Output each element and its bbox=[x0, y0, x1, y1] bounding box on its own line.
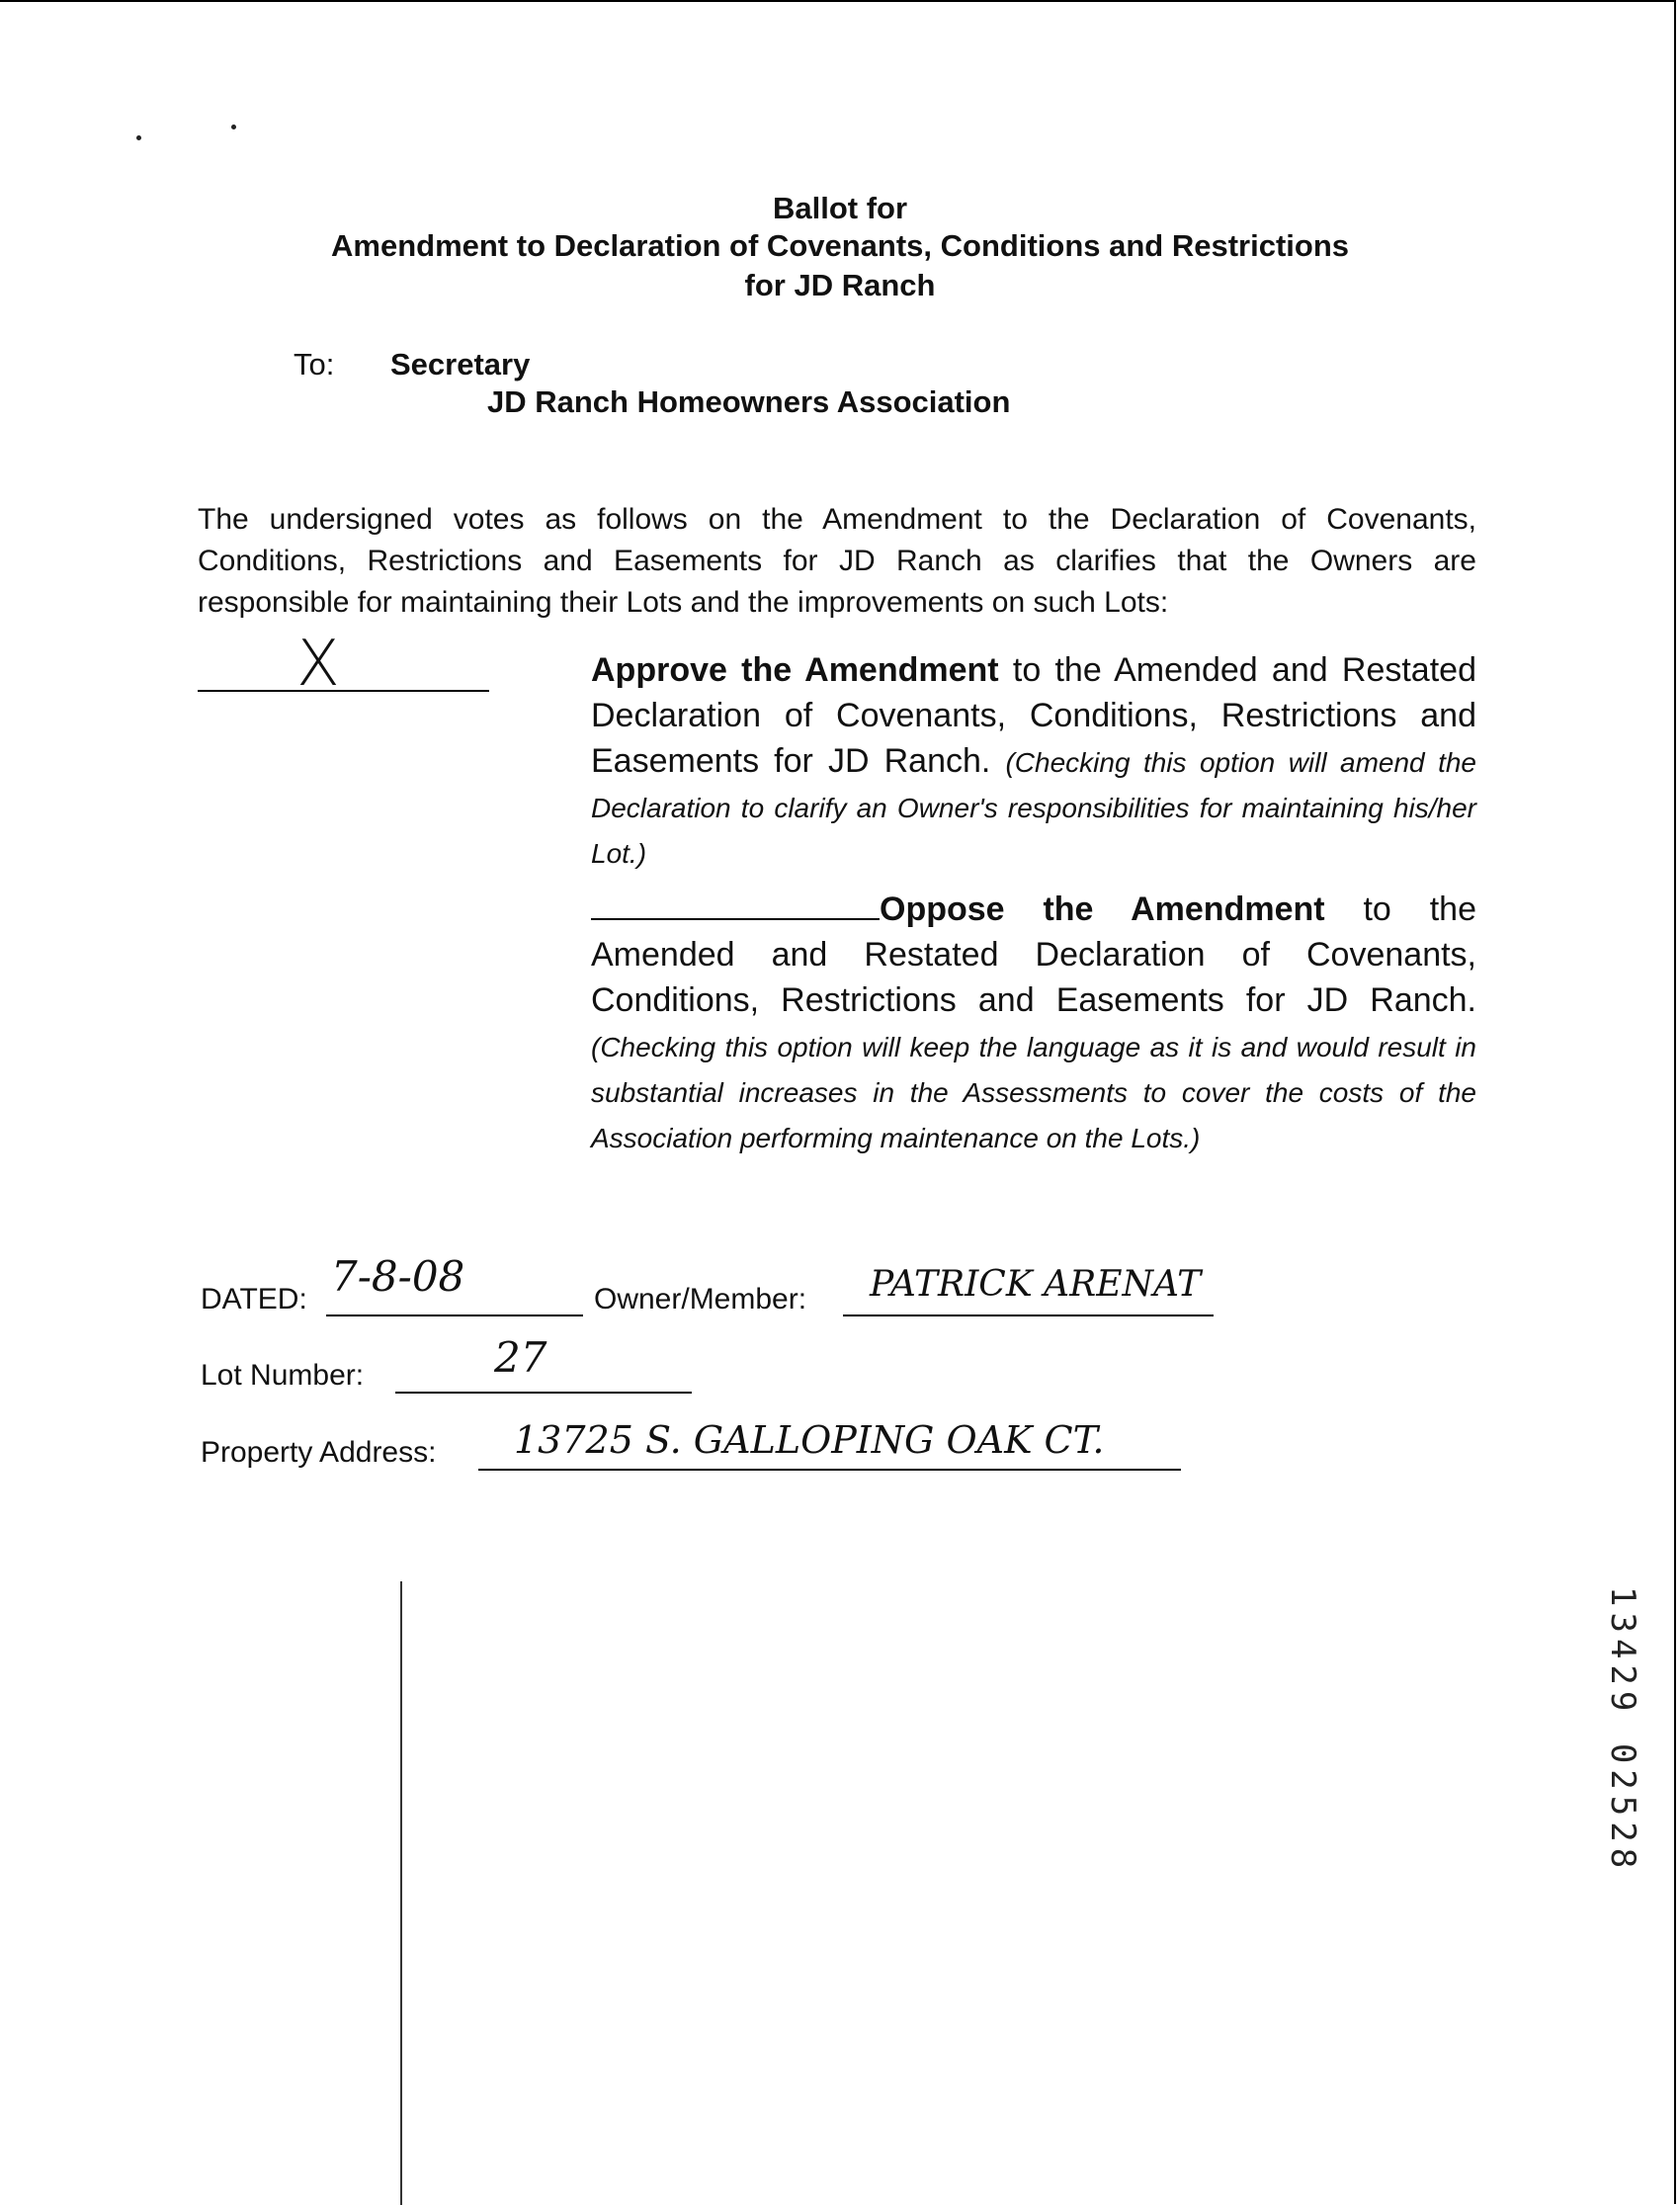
lot-number-label: Lot Number: bbox=[201, 1359, 365, 1392]
recipient-title: Secretary bbox=[390, 347, 531, 382]
owner-line[interactable] bbox=[843, 1315, 1214, 1316]
approve-note: (Checking this option will amend the Declaration to clarify an Owner's responsibilities for maintaining his/her Lot.) bbox=[591, 747, 1476, 869]
property-address-label: Property Address: bbox=[201, 1436, 437, 1469]
lot-number-value: 27 bbox=[494, 1333, 547, 1382]
owner-signature: PATRICK ARENAT bbox=[870, 1264, 1202, 1305]
dated-label: DATED: bbox=[201, 1283, 307, 1315]
margin-rule bbox=[400, 1581, 402, 2205]
to-label: To: bbox=[294, 347, 335, 382]
owner-label: Owner/Member: bbox=[594, 1283, 807, 1315]
dated-line[interactable] bbox=[326, 1315, 583, 1316]
approve-option bbox=[591, 647, 1476, 875]
oppose-heading: Oppose the Amendment bbox=[880, 890, 1325, 928]
recipient-organization: JD Ranch Homeowners Association bbox=[487, 384, 1011, 419]
scan-speck bbox=[231, 125, 236, 129]
dated-value: 7-8-08 bbox=[331, 1252, 465, 1301]
oppose-note: (Checking this option will keep the language as it is and would result in substantial increases in the Assessments to cover the costs of the Association performing maintenance on the Lots.) bbox=[591, 1032, 1476, 1153]
oppose-text: to the Amended and Restated Declaration of Covenants, Conditions, Restrictions and Easements for JD Ranch. bbox=[591, 890, 1476, 1019]
document-title-line-3: for JD Ranch bbox=[744, 268, 936, 302]
document-title-line-1: Ballot for bbox=[772, 191, 908, 225]
property-address-value: 13725 S. GALLOPING OAK CT. bbox=[514, 1418, 1105, 1462]
property-address-line[interactable] bbox=[478, 1469, 1181, 1471]
approve-checkbox-line[interactable] bbox=[198, 690, 489, 692]
oppose-checkbox-line[interactable] bbox=[591, 889, 880, 920]
intro-paragraph: The undersigned votes as follows on the Amendment to the Declaration of Covenants, Conditions, Restrictions and Easements for JD Ranch as clarifies that the Owners are responsible for maintaining their Lots and the improvements on such Lots: bbox=[198, 503, 1476, 619]
document-title-line-2: Amendment to Declaration of Covenants, Conditions and Restrictions bbox=[331, 228, 1349, 263]
approve-text: to the Amended and Restated Declaration of Covenants, Conditions, Restrictions and Easements for JD Ranch. bbox=[591, 651, 1476, 780]
approve-heading: Approve the Amendment bbox=[591, 651, 999, 689]
lot-number-line[interactable] bbox=[395, 1392, 692, 1394]
bates-stamp: 13429 02528 bbox=[1603, 1586, 1642, 1875]
oppose-option bbox=[591, 887, 1476, 1159]
scan-speck bbox=[136, 135, 141, 140]
approve-check-mark: X bbox=[296, 628, 340, 701]
